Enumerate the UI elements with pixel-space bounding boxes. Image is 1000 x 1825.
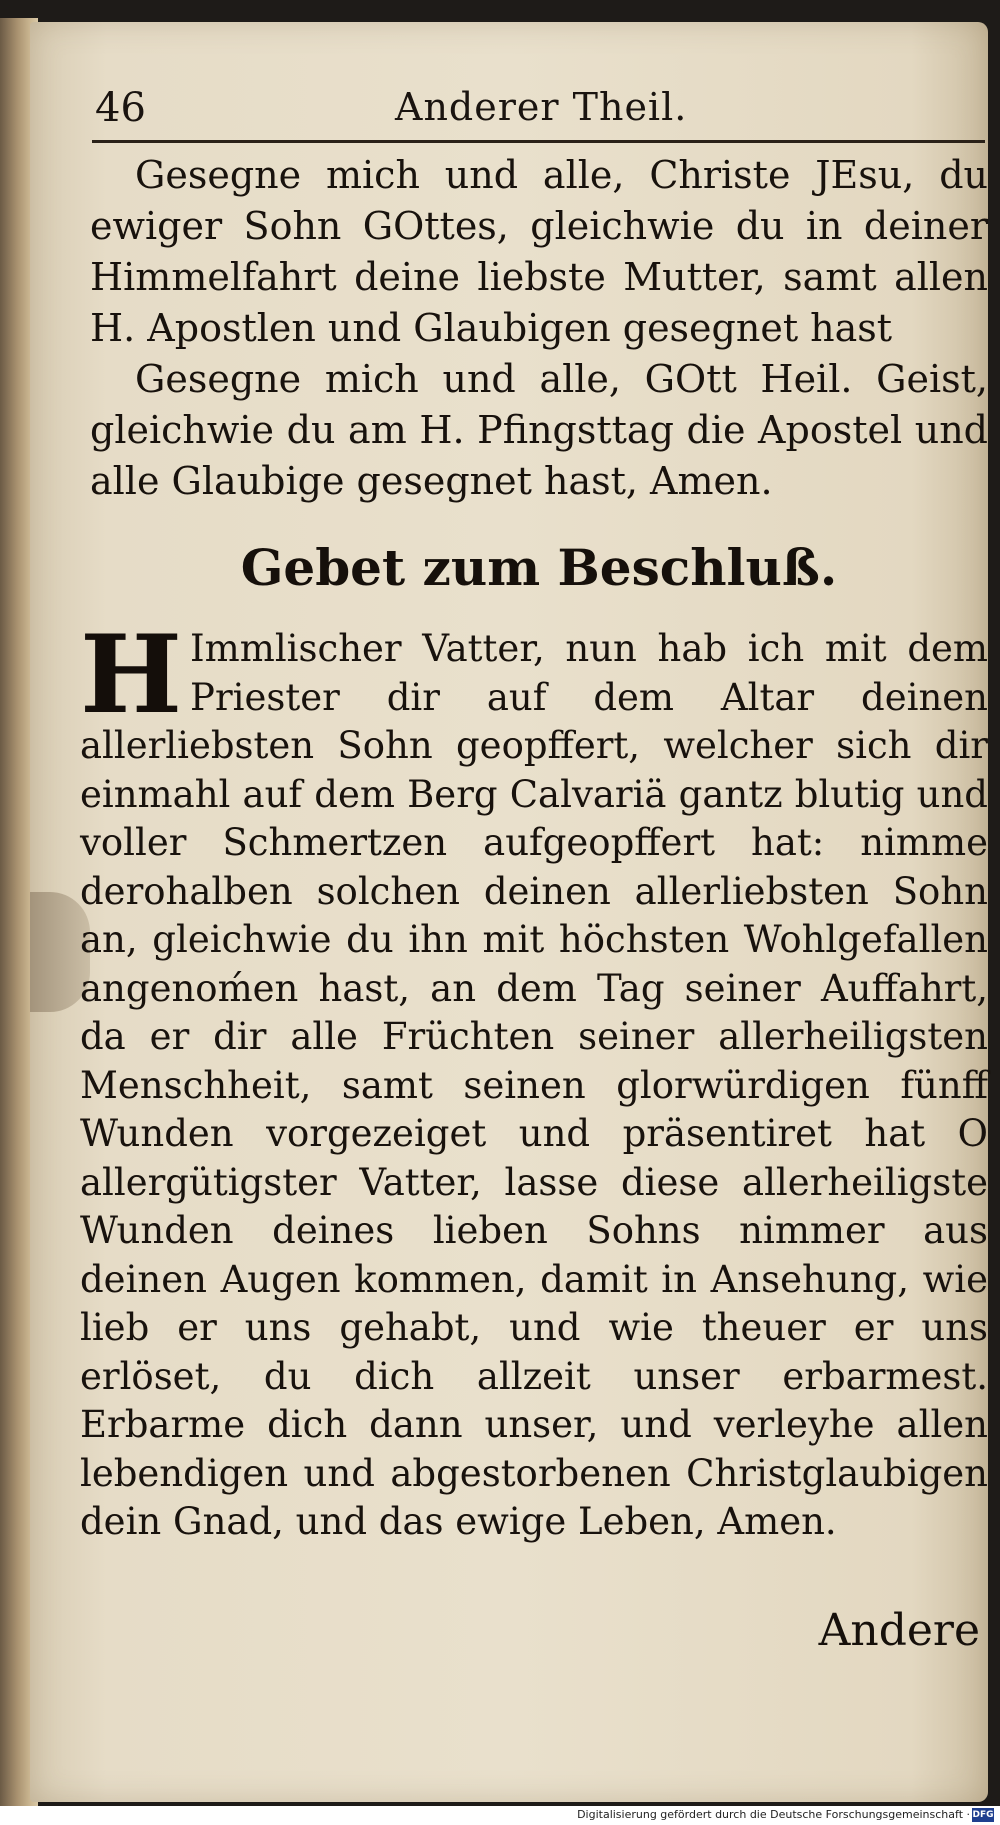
paragraph: Gesegne mich und alle, Christe JEsu, du ewiger Sohn GOttes, gleichwie du in deiner Himmelfahrt deine liebste Mutter, samt allen H. Apostlen und Glaubigen gesegnet hast: [90, 153, 988, 350]
catchword: Andere: [818, 1605, 980, 1656]
page-header: [95, 85, 985, 135]
section-heading: Gebet zum Beschluß.: [240, 538, 838, 597]
prayer-body: Immlischer Vatter, nun hab ich mit dem Priester dir auf dem Altar deinen allerliebsten Sohn geopffert, welcher sich dir einmahl auf dem Berg Calvariä gantz blutig und voller Schmertzen aufgeopffert hat: nimme derohalben solchen deinen allerliebsten Sohn an, gleichwie du ihn mit höchsten Wohlgefallen angenoḿen hast, an dem Tag seiner Auffahrt, da er dir alle Früchten seiner allerheiligsten Menschheit, samt seinen glorwürdigen fünff Wunden vorgezeiget und präsentiret hat O allergütigster Vatter, lasse diese allerheiligste Wunden deines lieben Sohns nimmer aus deinen Augen kommen, damit in Ansehung, wie lieb er uns gehabt, und wie theuer er uns erlöset, du dich allzeit unser erbarmest. Erbarme dich dann unser, und verleyhe allen lebendigen und abgestorbenen Christglaubigen dein Gnad, und das ewige Leben, Amen.: [80, 627, 988, 1543]
running-head: Anderer Theil.: [395, 85, 688, 129]
page-number: 46: [95, 85, 146, 131]
drop-cap: H: [80, 612, 183, 738]
digitization-credit: Digitalisierung gefördert durch die Deutsche Forschungsgemeinschaft ·: [577, 1808, 970, 1821]
continuation-text: [90, 150, 988, 507]
dfg-logo: DFG: [972, 1810, 994, 1820]
header-rule: [92, 140, 985, 143]
prayer-text: [80, 612, 988, 1547]
paragraph: Gesegne mich und alle, GOtt Heil. Geist, gleichwie du am H. Pfingsttag die Apostel und alle Glaubige gesegnet hast, Amen.: [90, 357, 988, 503]
